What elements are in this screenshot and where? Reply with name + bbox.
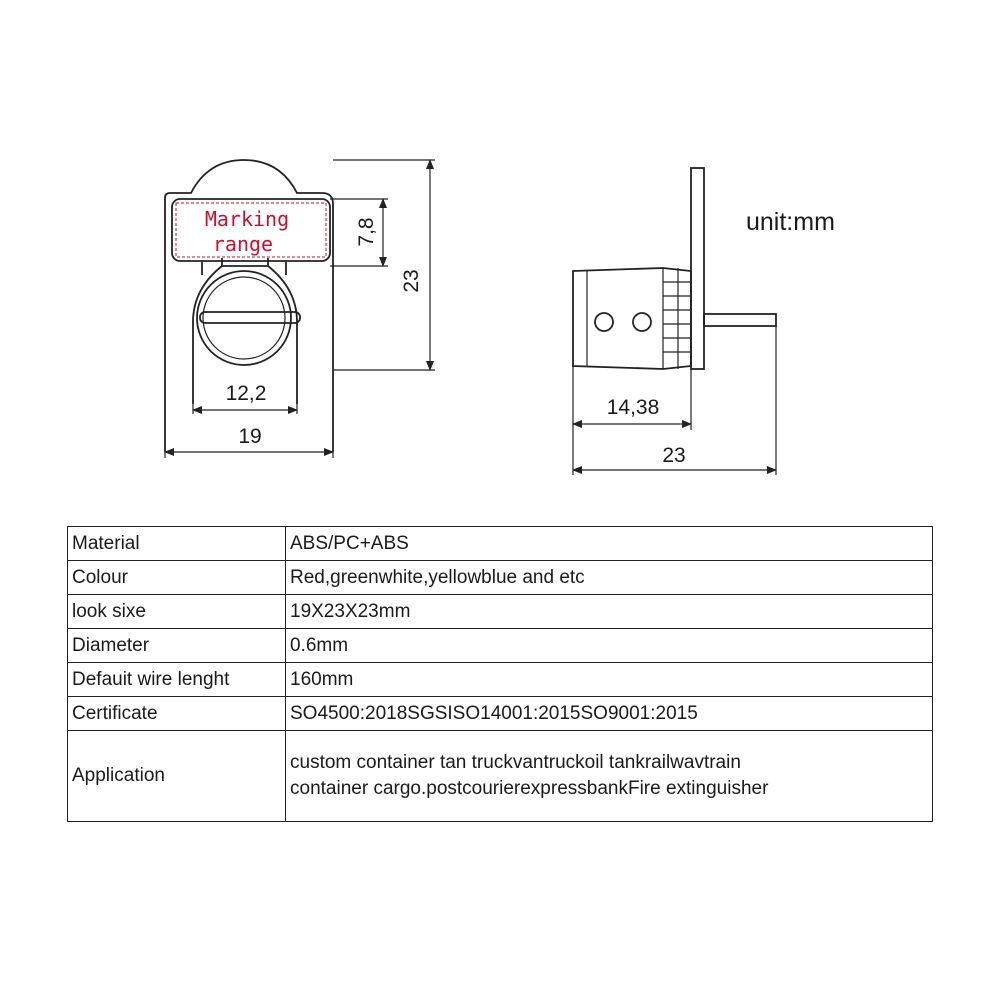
spec-row-colour [68, 561, 933, 595]
spec-value: SO4500:2018SGSISO14001:2015SO9001:2015 [286, 697, 933, 731]
seal-body-outline [165, 160, 333, 452]
spec-value [286, 731, 933, 822]
spec-row-material [68, 527, 933, 561]
hole-right [633, 313, 651, 331]
spec-key: Diameter [68, 629, 286, 663]
dim-total-length: 23 [662, 444, 686, 467]
spec-row-certificate [68, 697, 933, 731]
front-view [165, 160, 435, 458]
knob-circle [197, 271, 291, 365]
spec-value: ABS/PC+ABS [286, 527, 933, 561]
body-housing [573, 268, 691, 369]
spec-row-size [68, 595, 933, 629]
spec-row-wire-length [68, 663, 933, 697]
dim-total-width: 19 [238, 425, 262, 448]
dim-inner-width: 12,2 [225, 382, 267, 405]
application-line-1: custom container tan truckvantruckoil tankrailwavtrain [290, 752, 741, 773]
spec-key: look sixe [68, 595, 286, 629]
unit-label: unit:mm [746, 208, 835, 236]
spec-key: Defauit wire lenght [68, 663, 286, 697]
spec-value: Red,greenwhite,yellowblue and etc [286, 561, 933, 595]
pin [704, 314, 776, 326]
spec-table [67, 526, 933, 822]
dim-body-width: 14,38 [606, 396, 660, 419]
spec-key: Application [68, 731, 286, 822]
hole-left [595, 313, 613, 331]
spec-key: Material [68, 527, 286, 561]
dim-marking-height: 7,8 [355, 217, 378, 247]
spec-key: Colour [68, 561, 286, 595]
spec-row-diameter [68, 629, 933, 663]
application-line-2: container cargo.postcourierexpressbankFire extinguisher [290, 778, 769, 799]
dim-total-height: 23 [400, 269, 423, 293]
marking-label-line2: range [212, 232, 274, 256]
spec-value: 19X23X23mm [286, 595, 933, 629]
spec-key: Certificate [68, 697, 286, 731]
spec-row-application [68, 731, 933, 822]
marking-label-line1: Marking [204, 207, 290, 231]
spec-value: 160mm [286, 663, 933, 697]
spec-value: 0.6mm [286, 629, 933, 663]
flange-plate [691, 168, 704, 369]
